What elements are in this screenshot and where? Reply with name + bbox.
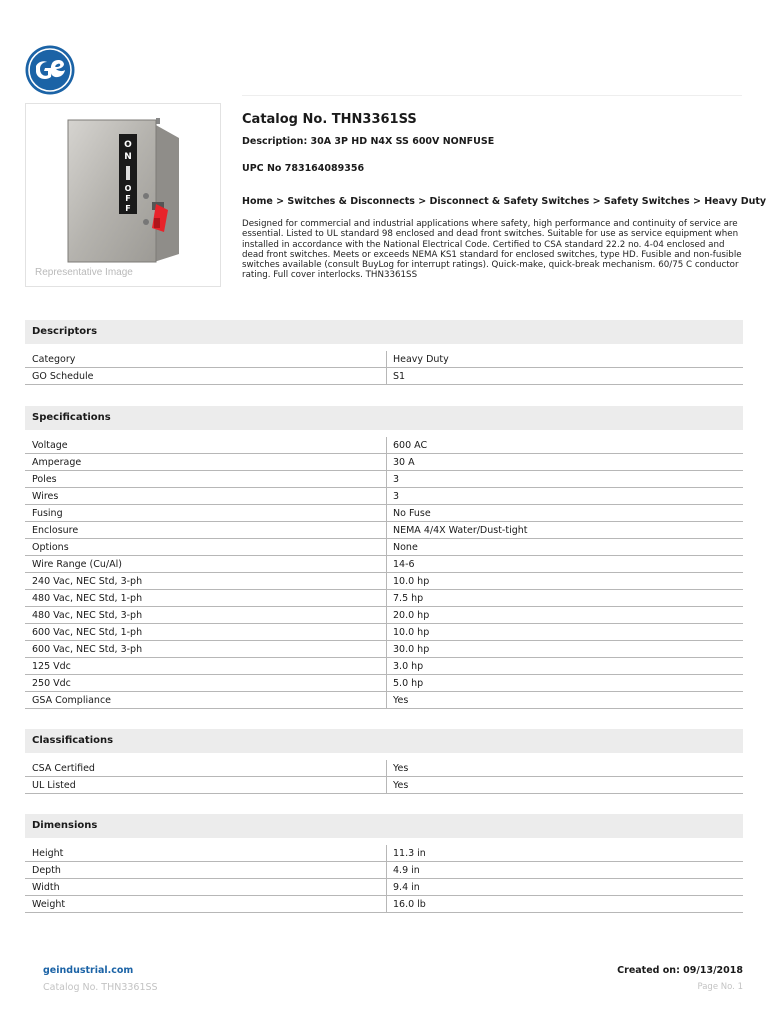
row-value: 11.3 in: [393, 848, 426, 859]
table-row: [25, 607, 743, 624]
row-label: Wires: [25, 488, 387, 504]
table-row: [25, 522, 743, 539]
row-value: 600 AC: [393, 440, 428, 451]
row-label: GSA Compliance: [25, 692, 387, 708]
row-value: 3: [393, 491, 400, 502]
section-title: Descriptors: [25, 320, 743, 344]
table-row: [25, 641, 743, 658]
section-title: Dimensions: [25, 814, 743, 838]
section-title: Specifications: [25, 406, 743, 430]
row-label: 600 Vac, NEC Std, 1-ph: [25, 624, 387, 640]
section-title: Classifications: [25, 729, 743, 753]
table-row: [25, 896, 743, 913]
table-row: [25, 556, 743, 573]
table-row: [25, 760, 743, 777]
row-value: 4.9 in: [393, 865, 420, 876]
row-value: 30 A: [393, 457, 415, 468]
table-row: [25, 675, 743, 692]
row-label: 240 Vac, NEC Std, 3-ph: [25, 573, 387, 589]
svg-text:F: F: [125, 194, 131, 203]
footer-site-link[interactable]: geindustrial.com: [43, 965, 134, 976]
row-value: 7.5 hp: [393, 593, 424, 604]
row-label: 600 Vac, NEC Std, 3-ph: [25, 641, 387, 657]
row-value: 20.0 hp: [393, 610, 430, 621]
svg-text:O: O: [124, 140, 132, 150]
row-value: 9.4 in: [393, 882, 420, 893]
table-row: [25, 862, 743, 879]
table-row: [25, 488, 743, 505]
row-label: 480 Vac, NEC Std, 3-ph: [25, 607, 387, 623]
row-label: GO Schedule: [25, 368, 387, 384]
row-label: Fusing: [25, 505, 387, 521]
row-label: 125 Vdc: [25, 658, 387, 674]
section-specifications: [25, 406, 743, 709]
row-label: Width: [25, 879, 387, 895]
svg-text:N: N: [124, 152, 132, 162]
table-row: [25, 692, 743, 709]
table-row: [25, 505, 743, 522]
svg-text:O: O: [124, 184, 132, 193]
table-row: [25, 471, 743, 488]
table-row: [25, 454, 743, 471]
row-value: Heavy Duty: [393, 354, 449, 365]
table-row: [25, 539, 743, 556]
table-row: [25, 624, 743, 641]
svg-text:F: F: [125, 204, 131, 213]
table-row: [25, 777, 743, 794]
row-value: Yes: [393, 780, 409, 791]
header-divider: [242, 95, 742, 96]
product-image: [25, 103, 221, 287]
section-classifications: [25, 729, 743, 794]
long-description: Designed for commercial and industrial applications where safety, high performance and continuity of service are essential. Listed to UL standard 98 enclosed and dead front switches. Suitable for use as service equipment when installed in accordance with the National Electrical Code. Certified to CSA standard 22.2 no. 4-04 enclosed and dead front switches. Meets or exceeds NEMA KS1 standard for enclosed switches, type HD. Fusible and non-fusible switches available (consult BuyLog for interrupt ratings). Quick-make, quick-break mechanism. 60/75 C conductor rating. Full cover interlocks. THN3361SS: [242, 219, 742, 281]
section-dimensions: [25, 814, 743, 913]
row-value: Yes: [393, 763, 409, 774]
row-label: Enclosure: [25, 522, 387, 538]
table-row: [25, 590, 743, 607]
row-label: Weight: [25, 896, 387, 912]
ge-logo-icon: [25, 45, 75, 95]
section-descriptors: [25, 320, 743, 385]
row-label: Category: [25, 351, 387, 367]
image-caption: Representative Image: [35, 267, 133, 278]
row-label: 480 Vac, NEC Std, 1-ph: [25, 590, 387, 606]
classifications-table: [25, 760, 743, 794]
row-value: NEMA 4/4X Water/Dust-tight: [393, 525, 528, 536]
upc-number: UPC No 783164089356: [242, 163, 365, 174]
table-row: [25, 658, 743, 675]
table-row: [25, 437, 743, 454]
row-label: 250 Vdc: [25, 675, 387, 691]
row-value: 16.0 lb: [393, 899, 426, 910]
specifications-table: [25, 437, 743, 709]
footer-created-date: Created on: 09/13/2018: [617, 965, 743, 976]
table-row: [25, 845, 743, 862]
row-value: 14-6: [393, 559, 415, 570]
table-row: [25, 879, 743, 896]
disconnect-switch-product-photo: [64, 114, 184, 264]
row-label: Amperage: [25, 454, 387, 470]
row-value: Yes: [393, 695, 409, 706]
product-info: [242, 112, 767, 281]
table-row: [25, 351, 743, 368]
row-label: Voltage: [25, 437, 387, 453]
row-label: UL Listed: [25, 777, 387, 793]
row-value: 3.0 hp: [393, 661, 424, 672]
row-label: Height: [25, 845, 387, 861]
row-value: 10.0 hp: [393, 576, 430, 587]
row-value: 5.0 hp: [393, 678, 424, 689]
footer-catalog: Catalog No. THN3361SS: [43, 982, 158, 993]
descriptors-table: [25, 351, 743, 385]
product-description: Description: 30A 3P HD N4X SS 600V NONFUSE: [242, 136, 495, 147]
row-value: 30.0 hp: [393, 644, 430, 655]
row-label: Poles: [25, 471, 387, 487]
row-value: 3: [393, 474, 400, 485]
row-label: CSA Certified: [25, 760, 387, 776]
table-row: [25, 368, 743, 385]
row-label: Options: [25, 539, 387, 555]
row-value: No Fuse: [393, 508, 431, 519]
breadcrumb: Home > Switches & Disconnects > Disconnect & Safety Switches > Safety Switches > Heavy Duty: [242, 196, 767, 207]
dimensions-table: [25, 845, 743, 913]
row-value: None: [393, 542, 418, 553]
row-value: 10.0 hp: [393, 627, 430, 638]
catalog-title: Catalog No. THN3361SS: [242, 112, 417, 127]
row-label: Wire Range (Cu/Al): [25, 556, 387, 572]
row-value: S1: [393, 371, 406, 382]
row-label: Depth: [25, 862, 387, 878]
table-row: [25, 573, 743, 590]
footer-page-number: Page No. 1: [697, 982, 743, 992]
